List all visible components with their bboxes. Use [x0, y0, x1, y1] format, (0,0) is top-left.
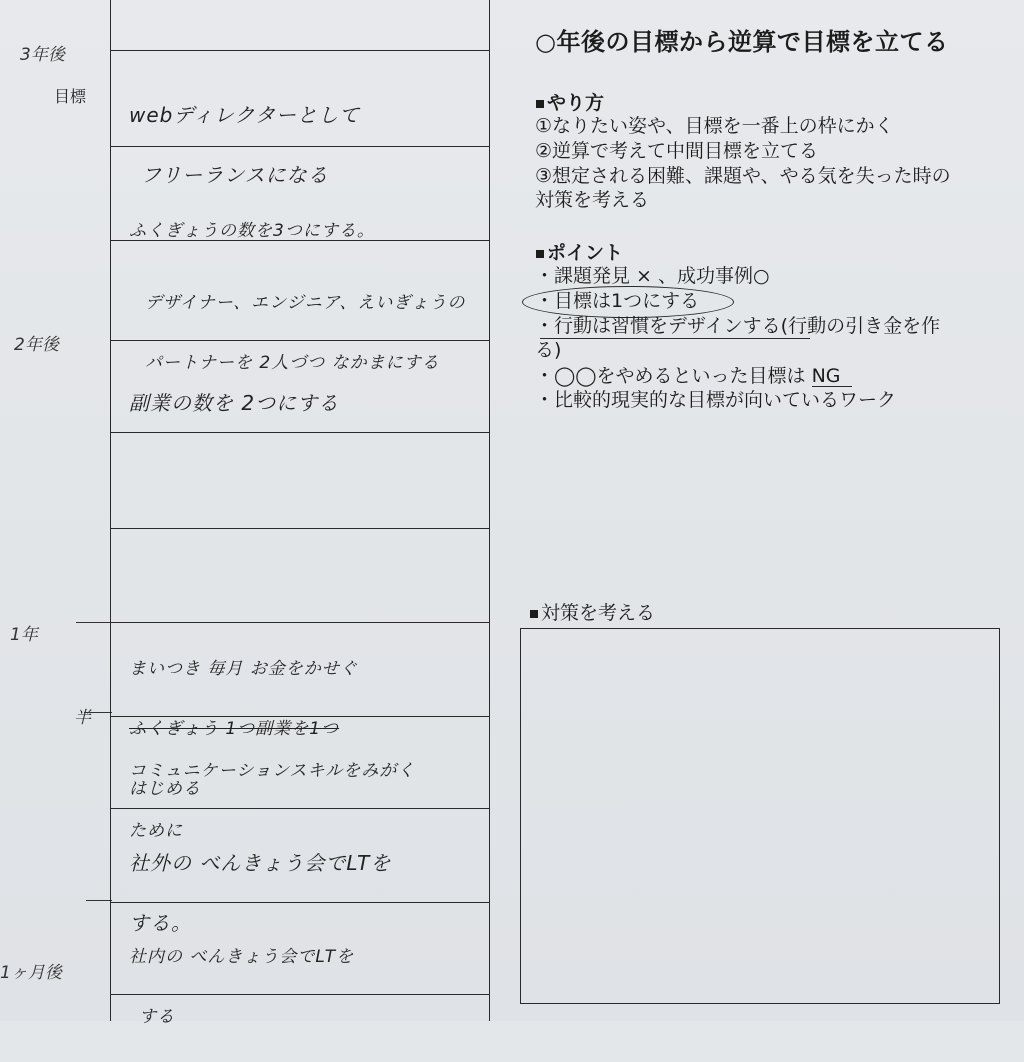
cell-line: デザイナー、エンジニア、えいぎょうの — [145, 293, 466, 313]
cell-line: パートナーを 2人づつ なかまにする — [145, 353, 440, 373]
point-line: ・課題発見 × 、成功事例○ — [535, 265, 770, 287]
ladder-divider — [110, 50, 490, 51]
ladder-cell-one-month[interactable] — [129, 912, 479, 1062]
label-goal: 目標 — [54, 87, 87, 106]
point-heading: ポイント — [536, 238, 623, 265]
cell-line-struck: ふくぎょう 1つ副業を1つ — [129, 719, 340, 739]
one-year-tick — [76, 622, 112, 623]
cell-line: コミュニケーションスキルをみがく — [129, 761, 416, 781]
point-line-circled: ・目標は1つにする — [535, 290, 700, 312]
label-two-years-later: 2年後 — [14, 335, 59, 355]
hand-underline — [540, 338, 810, 339]
label-one-month-later: 1ヶ月後 — [0, 963, 62, 983]
cell-line: はじめる — [129, 779, 201, 799]
label-half-year: 半 — [74, 708, 91, 728]
method-line: ①なりたい姿や、目標を一番上の枠にかく — [535, 115, 894, 137]
half-year-tick — [84, 712, 112, 713]
cell-line: 副業の数を 2つにする — [129, 391, 340, 415]
point-line: る) — [535, 339, 562, 361]
ng-underline — [812, 386, 852, 387]
ladder-cell-empty[interactable] — [129, 544, 479, 604]
countermeasure-box[interactable] — [520, 628, 1000, 1004]
cell-line: 社内の べんきょう会でLTを — [129, 947, 355, 967]
method-heading: やり方 — [536, 88, 604, 115]
point-line: ・◯◯をやめるといった目標は NG — [535, 365, 841, 387]
ladder-cell-two-years[interactable] — [129, 358, 479, 448]
cell-line: ために — [129, 821, 183, 841]
cell-line: する — [139, 1007, 175, 1027]
ladder-divider — [110, 528, 490, 529]
square-bullet-icon — [530, 610, 538, 618]
label-one-year: 1年 — [10, 625, 38, 645]
cell-line: webディレクターとして — [129, 103, 360, 127]
worksheet-title: ○年後の目標から逆算で目標を立てる — [535, 28, 949, 56]
cell-line: ふくぎょうの数を3つにする。 — [129, 221, 375, 241]
one-month-tick — [86, 900, 112, 901]
method-line: ②逆算で考えて中間目標を立てる — [535, 140, 819, 162]
cell-line: 社外の べんきょう会でLTを — [129, 851, 392, 875]
cell-line: まいつき 毎月 お金をかせぐ — [129, 659, 358, 679]
square-bullet-icon — [536, 250, 544, 258]
ladder-divider — [110, 622, 490, 623]
ladder-cell-empty[interactable] — [129, 448, 479, 508]
cell-line: する。 — [129, 911, 192, 935]
countermeasure-heading: 対策を考える — [530, 598, 655, 625]
method-line: ③想定される困難、課題や、やる気を失った時の — [535, 165, 951, 187]
method-line: 対策を考える — [535, 189, 650, 211]
goal-ladder — [110, 0, 490, 1027]
label-three-years-later: 3年後 — [20, 45, 65, 65]
cell-line: フリーランスになる — [141, 163, 329, 187]
point-line: ・比較的現実的な目標が向いているワーク — [535, 389, 897, 411]
square-bullet-icon — [536, 100, 544, 108]
point-line: ・行動は習慣をデザインする(行動の引き金を作 — [535, 315, 941, 337]
